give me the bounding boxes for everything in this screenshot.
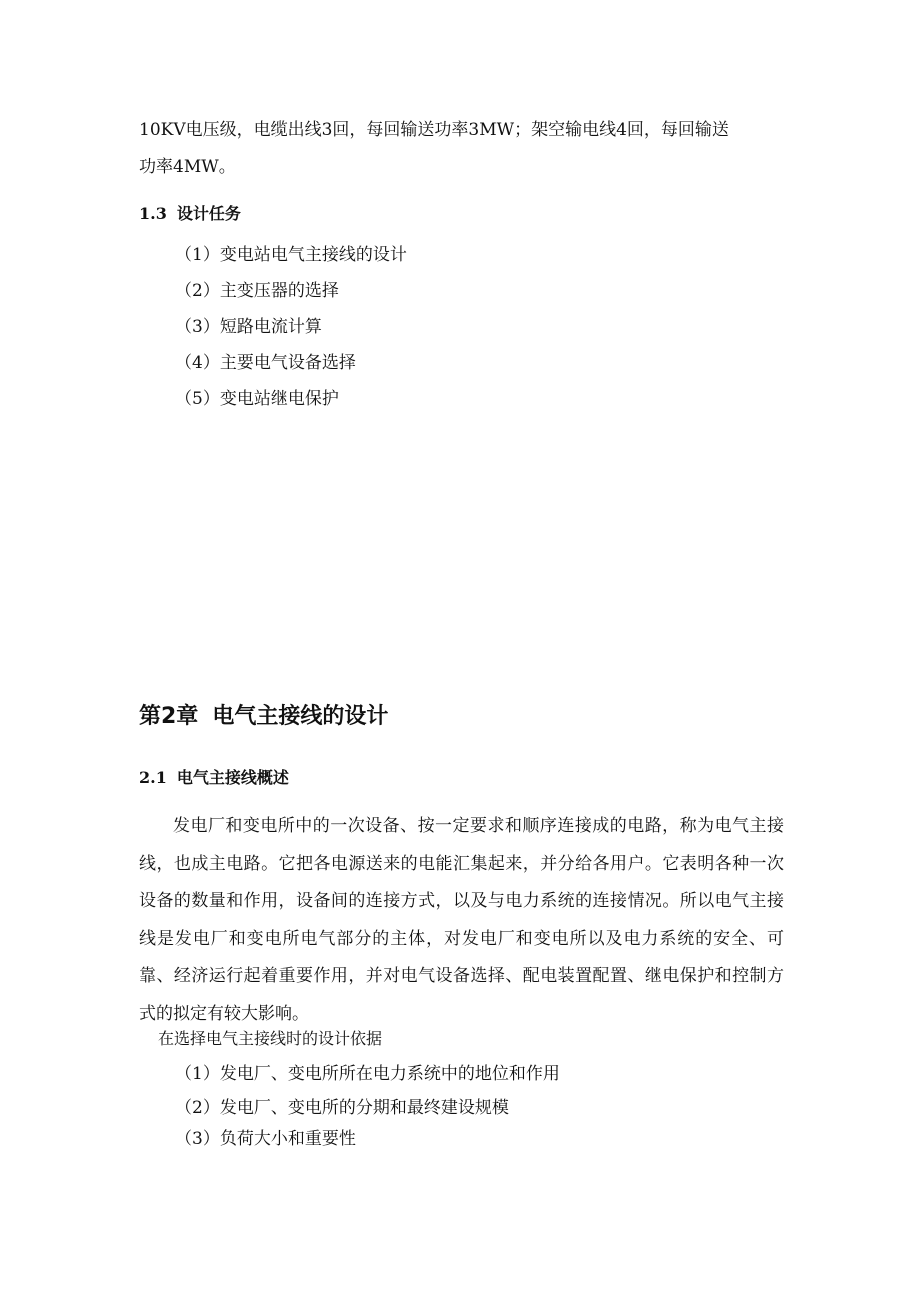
section-title: 设计任务	[176, 204, 241, 223]
section-number: 1.3	[139, 204, 167, 223]
task-item: （3）短路电流计算	[175, 317, 322, 337]
task-item: （1）变电站电气主接线的设计	[175, 245, 407, 265]
intro-line-2: 功率4MW。	[139, 157, 236, 177]
task-item: （5）变电站继电保护	[175, 389, 339, 409]
chapter-number: 第2章	[139, 704, 199, 729]
basis-item: （1）发电厂、变电所所在电力系统中的地位和作用	[175, 1064, 560, 1084]
section-title: 电气主接线概述	[176, 768, 289, 787]
section-number: 2.1	[139, 768, 167, 787]
body-paragraph: 发电厂和变电所中的一次设备、按一定要求和顺序连接成的电路，称为电气主接线，也成主电路。它把各电源送来的电能汇集起来，并分给各用户。它表明各种一次设备的数量和作用，设备间的连接方式，以及与电力系统的连接情况。所以电气主接线是发电厂和变电所电气部分的主体，对发电厂和变电所以及电力系统的安全、可靠、经济运行起着重要作用，并对电气设备选择、配电装置配置、继电保护和控制方式的拟定有较大影响。	[139, 816, 784, 1024]
section-heading-1-3	[139, 202, 241, 226]
basis-item: （2）发电厂、变电所的分期和最终建设规模	[175, 1098, 509, 1118]
task-item: （2）主变压器的选择	[175, 281, 339, 301]
basis-item: （3）负荷大小和重要性	[175, 1129, 356, 1149]
intro-line-1: 10KV电压级，电缆出线3回，每回输送功率3MW；架空输电线4回，每回输送	[139, 120, 729, 140]
design-basis-intro: 在选择电气主接线时的设计依据	[158, 1029, 383, 1048]
section-heading-2-1	[139, 766, 289, 790]
task-item: （4）主要电气设备选择	[175, 353, 356, 373]
chapter-title: 电气主接线的设计	[212, 704, 389, 729]
chapter-heading	[139, 702, 388, 732]
